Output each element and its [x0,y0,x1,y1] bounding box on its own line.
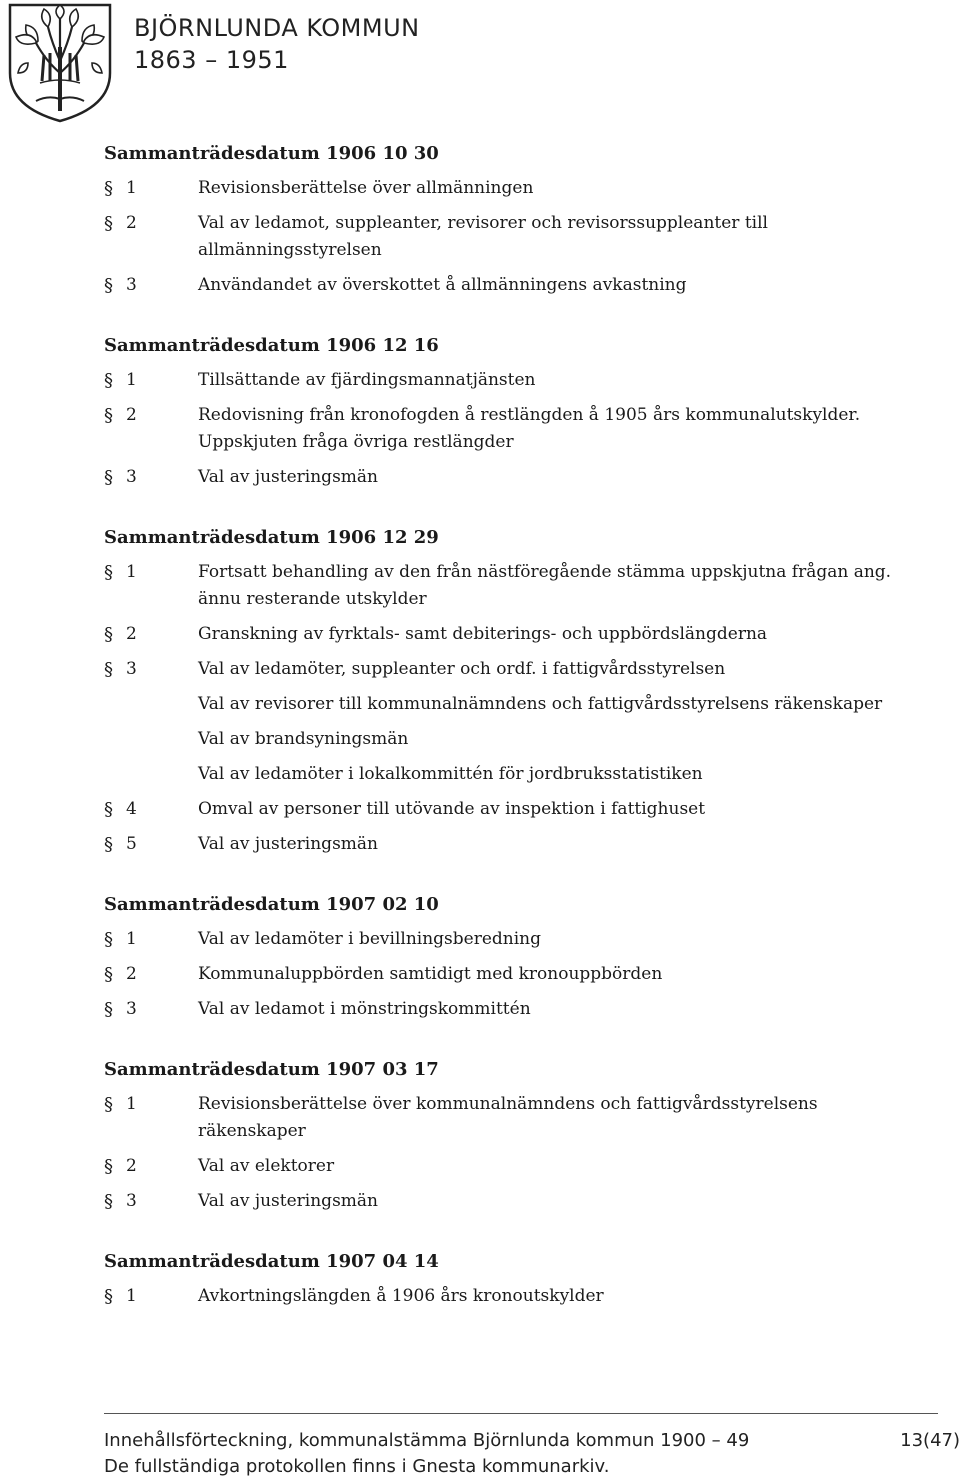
agenda-item [104,1283,904,1310]
item-text: Val av justeringsmän [198,834,378,854]
footer-archive-note: De fullständiga protokollen finns i Gnesta kommunarkiv. [104,1456,610,1477]
agenda-item [104,726,904,753]
agenda-item [104,831,904,858]
agenda-item [104,796,904,823]
item-text: Val av ledamöter i lokalkommittén för jordbruksstatistiken [198,764,703,784]
item-number: 1 [126,929,137,949]
item-text: Val av justeringsmän [198,467,378,487]
organization-name: BJÖRNLUNDA KOMMUN [134,14,420,42]
meeting-date-heading: Sammanträdesdatum 1907 02 10 [104,894,439,915]
section-sign: § [104,370,113,391]
meeting-date-heading: Sammanträdesdatum 1906 12 29 [104,527,439,548]
agenda-item [104,402,904,456]
item-text: Tillsättande av fjärdingsmannatjänsten [198,370,536,390]
item-text: Val av brandsyningsmän [198,729,409,749]
item-text: Val av ledamöter, suppleanter och ordf. i fattigvårdsstyrelsen [198,659,726,679]
item-text: Val av justeringsmän [198,1191,378,1211]
item-number: 1 [126,370,137,390]
section-sign: § [104,562,113,583]
item-text: Val av elektorer [198,1156,335,1176]
agenda-item [104,656,904,683]
section-sign: § [104,929,113,950]
section-sign: § [104,1286,113,1307]
section-sign: § [104,1094,113,1115]
agenda-item [104,1188,904,1215]
meeting-section [104,1248,904,1310]
agenda-item [104,1091,904,1145]
item-number: 2 [126,624,137,644]
meeting-date-heading: Sammanträdesdatum 1906 12 16 [104,335,439,356]
agenda-item [104,175,904,202]
page-footer [104,1428,960,1480]
section-sign: § [104,799,113,820]
item-number: 4 [126,799,137,819]
agenda-item [104,926,904,953]
item-number: 3 [126,275,137,295]
section-sign: § [104,1156,113,1177]
item-number: 3 [126,1191,137,1211]
section-sign: § [104,834,113,855]
agenda-item [104,210,904,264]
item-text: Revisionsberättelse över allmänningen [198,178,534,198]
meeting-date-heading: Sammanträdesdatum 1907 04 14 [104,1251,439,1272]
item-text: Val av revisorer till kommunalnämndens och fattigvårdsstyrelsens räkenskaper [198,694,883,714]
item-text: Kommunaluppbörden samtidigt med kronouppbörden [198,964,663,984]
meeting-section [104,1056,904,1215]
section-sign: § [104,659,113,680]
item-text: Användandet av överskottet å allmänningens avkastning [198,275,687,295]
section-sign: § [104,178,113,199]
meeting-section [104,140,904,299]
meeting-section [104,524,904,858]
item-number: 3 [126,999,137,1019]
section-sign: § [104,624,113,645]
item-number: 1 [126,1286,137,1306]
section-sign: § [104,275,113,296]
item-text: Fortsatt behandling av den från nästföregående stämma uppskjutna frågan ang. ännu resterande utskylder [198,562,892,609]
page-header [0,0,960,125]
item-text: Revisionsberättelse över kommunalnämndens och fattigvårdsstyrelsens räkenskaper [198,1094,818,1141]
agenda-item [104,996,904,1023]
meeting-section [104,332,904,491]
meeting-date-heading: Sammanträdesdatum 1906 10 30 [104,143,439,164]
item-number: 1 [126,178,137,198]
item-number: 1 [126,1094,137,1114]
item-number: 2 [126,213,137,233]
agenda-item [104,367,904,394]
section-sign: § [104,213,113,234]
organization-years: 1863 – 1951 [134,46,289,74]
agenda-item [104,464,904,491]
item-number: 3 [126,467,137,487]
tree-emblem-icon [6,3,114,123]
section-sign: § [104,467,113,488]
section-sign: § [104,964,113,985]
item-text: Redovisning från kronofogden å restlängden å 1905 års kommunalutskylder. Uppskjuten fråga övriga restlängder [198,405,861,452]
section-sign: § [104,405,113,426]
footer-title: Innehållsförteckning, kommunalstämma Björnlunda kommun 1900 – 49 [104,1430,750,1451]
item-text: Val av ledamot, suppleanter, revisorer och revisorssuppleanter till allmänningsstyrelsen [198,213,768,260]
section-sign: § [104,1191,113,1212]
item-number: 2 [126,405,137,425]
footer-divider [104,1413,938,1414]
item-number: 3 [126,659,137,679]
item-number: 2 [126,1156,137,1176]
meetings-index [104,140,904,1343]
page-number: 13(47) [900,1430,960,1451]
agenda-item [104,621,904,648]
item-text: Val av ledamot i mönstringskommittén [198,999,531,1019]
section-sign: § [104,999,113,1020]
agenda-item [104,761,904,788]
item-text: Granskning av fyrktals- samt debiterings- och uppbördslängderna [198,624,768,644]
item-number: 1 [126,562,137,582]
agenda-item [104,961,904,988]
agenda-item [104,272,904,299]
meeting-date-heading: Sammanträdesdatum 1907 03 17 [104,1059,439,1080]
item-text: Omval av personer till utövande av inspektion i fattighuset [198,799,706,819]
item-number: 2 [126,964,137,984]
agenda-item [104,559,904,613]
item-number: 5 [126,834,137,854]
item-text: Avkortningslängden å 1906 års kronoutskylder [198,1286,604,1306]
item-text: Val av ledamöter i bevillningsberedning [198,929,541,949]
agenda-item [104,691,904,718]
agenda-item [104,1153,904,1180]
meeting-section [104,891,904,1023]
